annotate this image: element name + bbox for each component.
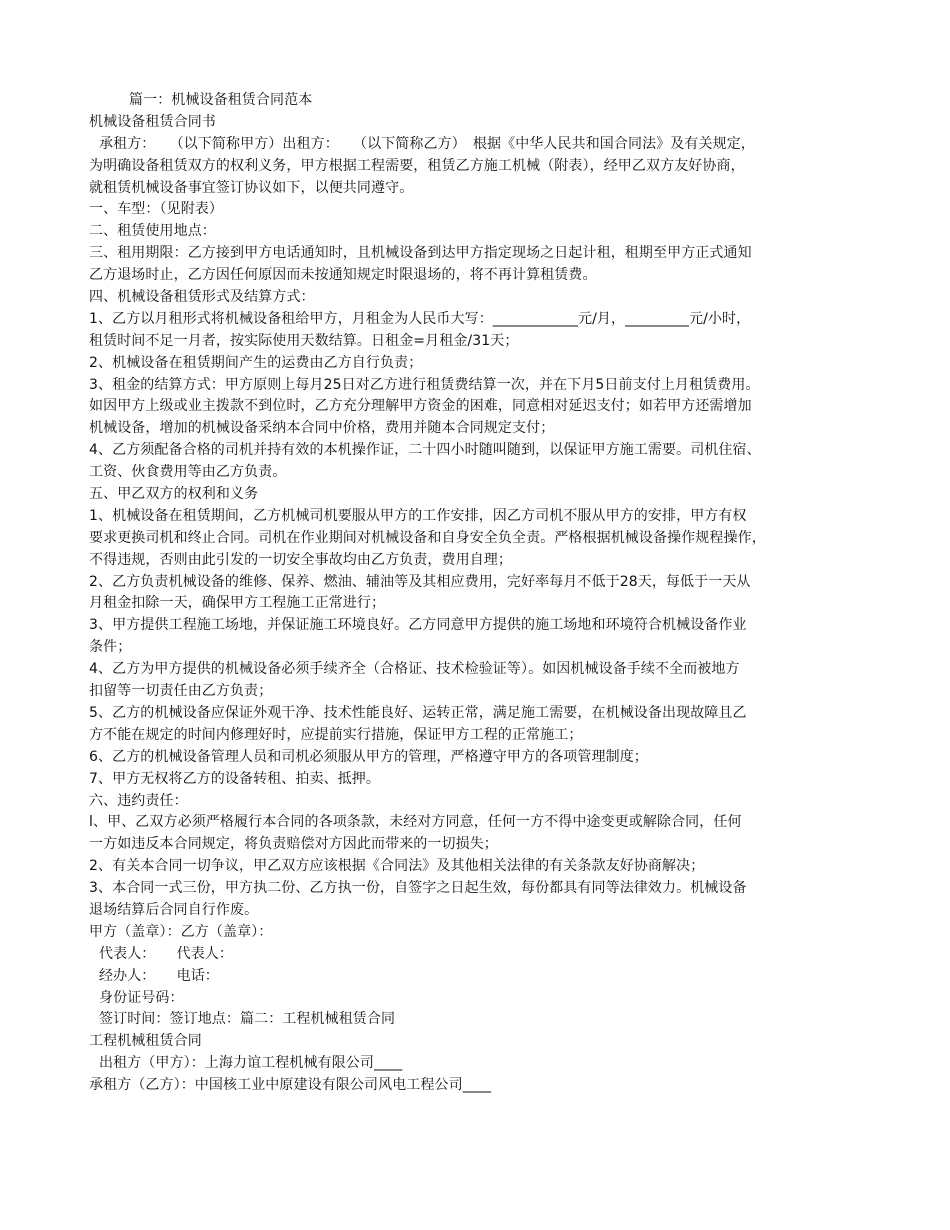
text-line: 条件； bbox=[89, 639, 132, 656]
text-line: 不得违规，否则由此引发的一切安全事故均由乙方负责，费用自理； bbox=[89, 551, 512, 568]
clause-heading: 五、甲乙双方的权利和义务 bbox=[89, 486, 259, 503]
signature-line: 经办人： 电话： bbox=[99, 967, 219, 984]
text-line: 租赁时间不足一月者，按实际使用天数结算。日租金=月租金/31天； bbox=[89, 332, 519, 349]
signature-line: 身份证号码： bbox=[99, 989, 184, 1006]
text-line: 3、租金的结算方式：甲方原则上每月25日对乙方进行租赁费结算一次，并在下月5日前支付上月租赁费用。 bbox=[89, 376, 760, 393]
text-line: 5、乙方的机械设备应保证外观干净、技术性能良好、运转正常，满足施工需要，在机械设备出现故障且乙 bbox=[89, 704, 747, 721]
text-line: 3、甲方提供工程施工场地，并保证施工环境良好。乙方同意甲方提供的施工场地和环境符合机械设备作业 bbox=[89, 617, 747, 634]
text-line: 为明确设备租赁双方的权利义务，甲方根据工程需要，租赁乙方施工机械（附表），经甲乙双方友好协商， bbox=[89, 157, 745, 174]
text-line: 工资、伙食费用等由乙方负责。 bbox=[89, 464, 287, 481]
party-line: 承租方（乙方）：中国核工业中原建设有限公司风电工程公司____ bbox=[89, 1077, 492, 1094]
clause-heading: 四、机械设备租赁形式及结算方式： bbox=[89, 289, 315, 306]
signature-line: 甲方（盖章）：乙方（盖章）： bbox=[89, 923, 273, 940]
text-line: 4、乙方须配备合格的司机并持有效的本机操作证，二十四小时随叫随到，以保证甲方施工需要。司机住宿、 bbox=[89, 442, 761, 459]
text-line: 如因甲方上级或业主拨款不到位时，乙方充分理解甲方资金的困难，同意相对延迟支付；如若甲方还需增加 bbox=[89, 398, 752, 415]
text-line: 2、机械设备在租赁期间产生的运费由乙方自行负责； bbox=[89, 354, 423, 371]
text-line: 2、乙方负责机械设备的维修、保养、燃油、辅油等及其相应费用，完好率每月不低于28天，每低于一天从 bbox=[89, 573, 751, 590]
party-line: 出租方（甲方）：上海力谊工程机械有限公司____ bbox=[99, 1055, 403, 1072]
contract-title: 机械设备租赁合同书 bbox=[89, 113, 216, 130]
signature-line: 签订时间：签订地点：篇二：工程机械租赁合同 bbox=[99, 1011, 396, 1028]
text-line: 就租赁机械设备事宜签订协议如下，以便共同遵守。 bbox=[89, 179, 414, 196]
text-line: 6、乙方的机械设备管理人员和司机必须服从甲方的管理，严格遵守甲方的各项管理制度； bbox=[89, 748, 648, 765]
contract-text bbox=[89, 90, 865, 1097]
text-line: 乙方退场时止，乙方因任何原因而未按通知规定时限退场的，将不再计算租赁费。 bbox=[89, 267, 597, 284]
text-line: 2、有关本合同一切争议，甲乙双方应该根据《合同法》及其他相关法律的有关条款友好协商解决； bbox=[89, 858, 705, 875]
text-line: 要求更换司机和终止合同。司机在作业期间对机械设备和自身安全负全责。严格根据机械设备操作规程操作， bbox=[89, 529, 766, 546]
clause-heading: 一、车型：（见附表） bbox=[89, 201, 223, 218]
text-line: 1、乙方以月租形式将机械设备租给甲方，月租金为人民币大写：____________元/月，_________元/小时， bbox=[89, 310, 751, 327]
text-line: l、甲、乙双方必须严格履行本合同的各项条款，未经对方同意，任何一方不得中途变更或解除合同，任何 bbox=[89, 814, 742, 831]
section-heading: 篇一：机械设备租赁合同范本 bbox=[129, 92, 313, 108]
text-line: 机械设备，增加的机械设备采纳本合同中价格，费用并随本合同规定支付； bbox=[89, 420, 555, 437]
clause-heading: 六、违约责任： bbox=[89, 792, 188, 809]
clause-heading: 二、租赁使用地点： bbox=[89, 223, 216, 240]
text-line: 方不能在规定的时间内修理好时，应提前实行措施，保证甲方工程的正常施工； bbox=[89, 726, 583, 743]
text-line: 三、租用期限：乙方接到甲方电话通知时，且机械设备到达甲方指定现场之日起计租，租期至甲方正式通知 bbox=[89, 245, 752, 262]
contract-title: 工程机械租赁合同 bbox=[89, 1033, 202, 1050]
signature-line: 代表人： 代表人： bbox=[99, 945, 233, 962]
text-line: 承租方： （以下简称甲方）出租方： （以下简称乙方） 根据《中华人民共和国合同法》及有关规定， bbox=[99, 135, 755, 152]
text-line: 一方如违反本合同规定，将负责赔偿对方因此而带来的一切损失； bbox=[89, 836, 498, 853]
text-line: 1、机械设备在租赁期间，乙方机械司机要服从甲方的工作安排，因乙方司机不服从甲方的安排，甲方有权 bbox=[89, 507, 747, 524]
text-line: 退场结算后合同自行作废。 bbox=[89, 901, 259, 918]
text-line: 3、本合同一式三份，甲方执二份、乙方执一份，自签字之日起生效，每份都具有同等法律效力。机械设备 bbox=[89, 880, 747, 897]
text-line: 4、乙方为甲方提供的机械设备必须手续齐全（合格证、技术检验证等）。如因机械设备手续不全而被地方 bbox=[89, 661, 740, 678]
text-line: 7、甲方无权将乙方的设备转租、拍卖、抵押。 bbox=[89, 770, 381, 787]
text-line: 月租金扣除一天，确保甲方工程施工正常进行； bbox=[89, 595, 386, 612]
text-line: 扣留等一切责任由乙方负责； bbox=[89, 683, 273, 700]
